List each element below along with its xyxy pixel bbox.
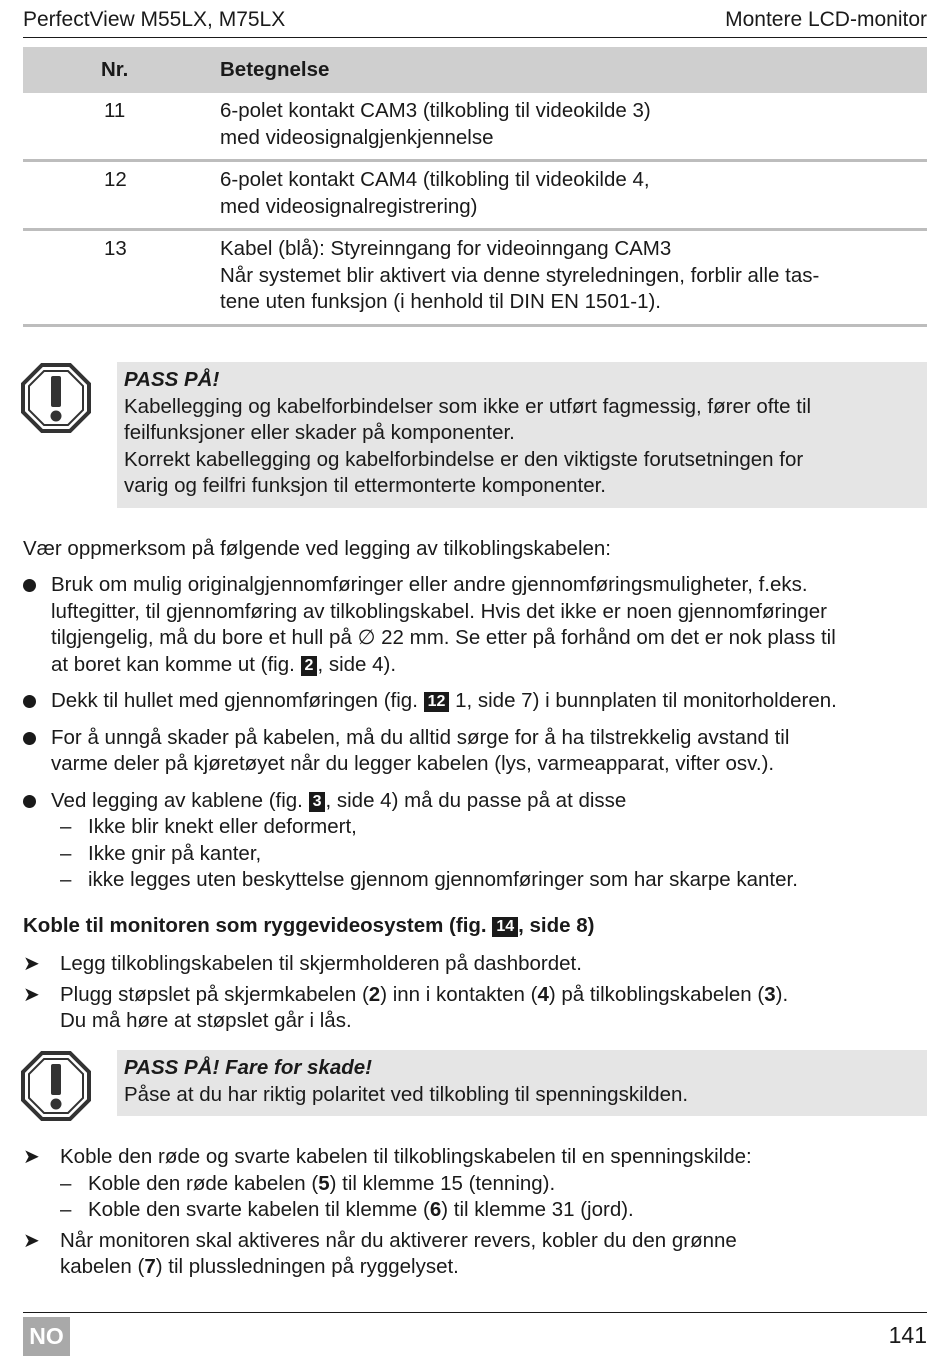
table-row bbox=[23, 231, 927, 327]
text-segment: at boret kan komme ut (fig. bbox=[51, 652, 301, 676]
text-segment: Koble til monitoren som ryggevideosystem (fig. bbox=[23, 914, 493, 937]
language-badge: NO bbox=[23, 1317, 70, 1356]
text-segment: , side 8) bbox=[518, 914, 595, 937]
arrow-bullet-icon: ➤ bbox=[23, 1146, 40, 1168]
instruction-step bbox=[23, 1228, 927, 1281]
list-item bbox=[23, 788, 927, 894]
sub-list-item bbox=[23, 867, 927, 894]
row-number: 12 bbox=[104, 168, 127, 191]
warning-text: varig og feilfri funksjon til ettermonterte komponenter. bbox=[124, 474, 606, 497]
warning-text: Korrekt kabellegging og kabelforbindelse er den viktigste forutsetningen for bbox=[124, 447, 804, 471]
description-line: med videosignalregistrering) bbox=[220, 194, 478, 218]
row-number: 11 bbox=[104, 99, 126, 122]
page-footer bbox=[23, 1312, 927, 1357]
part-number: 7 bbox=[144, 1255, 156, 1278]
text-segment: ). bbox=[775, 982, 789, 1006]
description-line: med videosignalgjenkjennelse bbox=[220, 125, 494, 149]
text-segment: , side 4) må du passe på at disse bbox=[325, 788, 627, 812]
sub-list-item bbox=[23, 841, 927, 868]
exclamation-octagon-icon bbox=[20, 362, 92, 434]
chapter-title: Montere LCD-monitor bbox=[725, 8, 927, 31]
description-line: Kabel (blå): Styreinngang for videoinngang CAM3 bbox=[220, 237, 672, 260]
figure-reference-badge: 12 bbox=[424, 692, 450, 712]
arrow-bullet-icon: ➤ bbox=[23, 1229, 40, 1252]
text-segment: ) på tilkoblingskabelen ( bbox=[548, 982, 765, 1006]
list-item bbox=[23, 725, 927, 778]
text-segment: ) til klemme 31 (jord). bbox=[441, 1198, 634, 1221]
section-heading bbox=[23, 913, 927, 940]
description-line: 6-polet kontakt CAM3 (tilkobling til videokilde 3) bbox=[220, 99, 651, 122]
text-segment: ) til klemme 15 (tenning). bbox=[329, 1171, 556, 1195]
column-header-betegnelse: Betegnelse bbox=[220, 57, 330, 81]
dash-marker: – bbox=[60, 868, 72, 891]
figure-reference-badge: 14 bbox=[492, 917, 518, 937]
warning-title: PASS PÅ! Fare for skade! bbox=[124, 1056, 372, 1079]
figure-reference-badge: 3 bbox=[309, 792, 326, 812]
instruction-step bbox=[23, 951, 927, 978]
bullet-list bbox=[23, 572, 927, 904]
page-number: 141 bbox=[888, 1322, 927, 1348]
sub-list-item bbox=[23, 1171, 927, 1198]
step-text: Du må høre at støpslet går i lås. bbox=[60, 1009, 352, 1032]
step-text: Koble den røde og svarte kabelen til tilkoblingskabelen til en spenningskilde: bbox=[60, 1145, 752, 1168]
dash-marker: – bbox=[60, 1171, 72, 1195]
instruction-steps bbox=[23, 1144, 927, 1281]
bullet-text: varme deler på kjøretøyet når du legger kabelen (lys, varmeapparat, vifter osv.). bbox=[51, 752, 775, 775]
warning-content bbox=[117, 362, 927, 508]
text-segment: Dekk til hullet med gjennomføringen (fig. bbox=[51, 689, 424, 712]
bullet-text bbox=[51, 652, 927, 679]
step-text bbox=[60, 982, 927, 1009]
sub-item-text: ikke legges uten beskyttelse gjennom gjennomføringer som har skarpe kanter. bbox=[88, 868, 798, 891]
warning-text: Kabellegging og kabelforbindelser som ikke er utført fagmessig, fører ofte til bbox=[124, 394, 812, 418]
text-segment: Koble den røde kabelen ( bbox=[88, 1171, 319, 1195]
intro-paragraph: Vær oppmerksom på følgende ved legging av tilkoblingskabelen: bbox=[23, 537, 612, 560]
sub-list-item bbox=[23, 814, 927, 841]
text-segment: ) til plussledningen på ryggelyset. bbox=[155, 1255, 459, 1278]
row-number: 13 bbox=[104, 237, 127, 260]
text-segment: Ved legging av kablene (fig. bbox=[51, 788, 309, 812]
text-segment: kabelen ( bbox=[60, 1255, 145, 1278]
bullet-text: luftegitter, til gjennomføring av tilkoblingskabel. Hvis det ikke er noen gjennomføringer bbox=[51, 599, 827, 623]
row-description bbox=[220, 167, 927, 220]
figure-reference-badge: 2 bbox=[301, 656, 318, 676]
bullet-dot-icon bbox=[23, 795, 36, 808]
bullet-text: For å unngå skader på kabelen, må du alltid sørge for å ha tilstrekkelig avstand til bbox=[51, 725, 790, 749]
table-header bbox=[23, 47, 927, 93]
part-number: 5 bbox=[318, 1171, 330, 1195]
table-row bbox=[23, 162, 927, 231]
page-header bbox=[23, 4, 927, 38]
description-line: 6-polet kontakt CAM4 (tilkobling til videokilde 4, bbox=[220, 168, 650, 191]
bullet-text bbox=[51, 625, 927, 652]
description-line: Når systemet blir aktivert via denne styreledningen, forblir alle tas- bbox=[220, 263, 820, 287]
step-text: Når monitoren skal aktiveres når du aktiverer revers, kobler du den grønne bbox=[60, 1228, 737, 1252]
text-segment: ) inn i kontakten ( bbox=[380, 982, 538, 1006]
list-item bbox=[23, 572, 927, 678]
sub-list-item bbox=[23, 1197, 927, 1224]
text-segment: tilgjengelig, må du bore et hull på bbox=[51, 626, 358, 649]
diameter-symbol: ∅ bbox=[357, 626, 376, 649]
product-title: PerfectView M55LX, M75LX bbox=[23, 8, 286, 31]
part-number: 4 bbox=[537, 982, 549, 1006]
warning-text: feilfunksjoner eller skader på komponenter. bbox=[124, 421, 515, 444]
bullet-text bbox=[51, 688, 927, 715]
dash-marker: – bbox=[60, 815, 72, 838]
description-line: tene uten funksjon (i henhold til DIN EN 1501-1). bbox=[220, 290, 662, 313]
warning-content bbox=[117, 1050, 927, 1116]
part-number: 3 bbox=[764, 982, 776, 1006]
instruction-step bbox=[23, 1144, 927, 1171]
bullet-text bbox=[51, 788, 927, 815]
column-header-nr: Nr. bbox=[101, 57, 129, 81]
row-description bbox=[220, 98, 927, 151]
part-number: 2 bbox=[368, 982, 381, 1006]
text-segment: 1, side 7) i bunnplaten til monitorholderen. bbox=[449, 689, 837, 712]
bullet-text: Bruk om mulig originalgjennomføringer eller andre gjennomføringsmuligheter, f.eks. bbox=[51, 573, 808, 596]
text-segment: Koble den svarte kabelen til klemme ( bbox=[88, 1198, 430, 1221]
row-description bbox=[220, 236, 927, 316]
dash-marker: – bbox=[60, 1198, 72, 1221]
connection-table bbox=[23, 47, 927, 327]
text-segment: , side 4). bbox=[317, 652, 397, 676]
arrow-bullet-icon: ➤ bbox=[23, 953, 40, 975]
arrow-bullet-icon: ➤ bbox=[23, 983, 40, 1006]
list-item bbox=[23, 688, 927, 715]
bullet-dot-icon bbox=[23, 579, 36, 592]
exclamation-octagon-icon bbox=[20, 1050, 92, 1122]
dash-marker: – bbox=[60, 841, 72, 865]
text-segment: 22 mm. Se etter på forhånd om det er nok plass til bbox=[375, 626, 836, 649]
part-number: 6 bbox=[429, 1198, 442, 1221]
warning-title: PASS PÅ! bbox=[124, 368, 220, 391]
instruction-step bbox=[23, 982, 927, 1035]
warning-text: Påse at du har riktig polaritet ved tilkobling til spenningskilden. bbox=[124, 1082, 689, 1106]
bullet-dot-icon bbox=[23, 695, 36, 708]
step-text bbox=[60, 1254, 927, 1281]
text-segment: Plugg støpslet på skjermkabelen ( bbox=[60, 982, 369, 1006]
table-row bbox=[23, 93, 927, 162]
instruction-steps bbox=[23, 951, 927, 1035]
sub-item-text: Ikke blir knekt eller deformert, bbox=[88, 815, 357, 838]
step-text: Legg tilkoblingskabelen til skjermholderen på dashbordet. bbox=[60, 952, 582, 975]
bullet-dot-icon bbox=[23, 732, 36, 745]
sub-item-text: Ikke gnir på kanter, bbox=[88, 841, 262, 865]
